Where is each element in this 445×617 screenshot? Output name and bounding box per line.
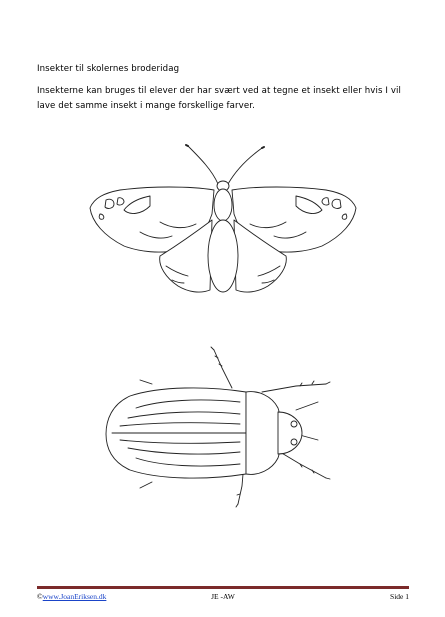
page-number: Side 1 <box>390 592 409 601</box>
footer <box>37 592 409 604</box>
document-intro: Insekterne kan bruges til elever der har svært ved at tegne et insekt eller hvis I vil lave det samme insekt i mange forskellige farver. <box>37 86 402 111</box>
beetle-illustration <box>106 347 330 507</box>
website-link[interactable]: www.JoanEriksen.dk <box>42 592 107 601</box>
footer-rule <box>37 586 409 589</box>
butterfly-illustration <box>90 145 356 292</box>
document-heading: Insekter til skolernes broderidag <box>37 64 180 74</box>
copyright-symbol: © <box>37 592 43 601</box>
footer-center-text: JE -AW <box>211 592 235 601</box>
